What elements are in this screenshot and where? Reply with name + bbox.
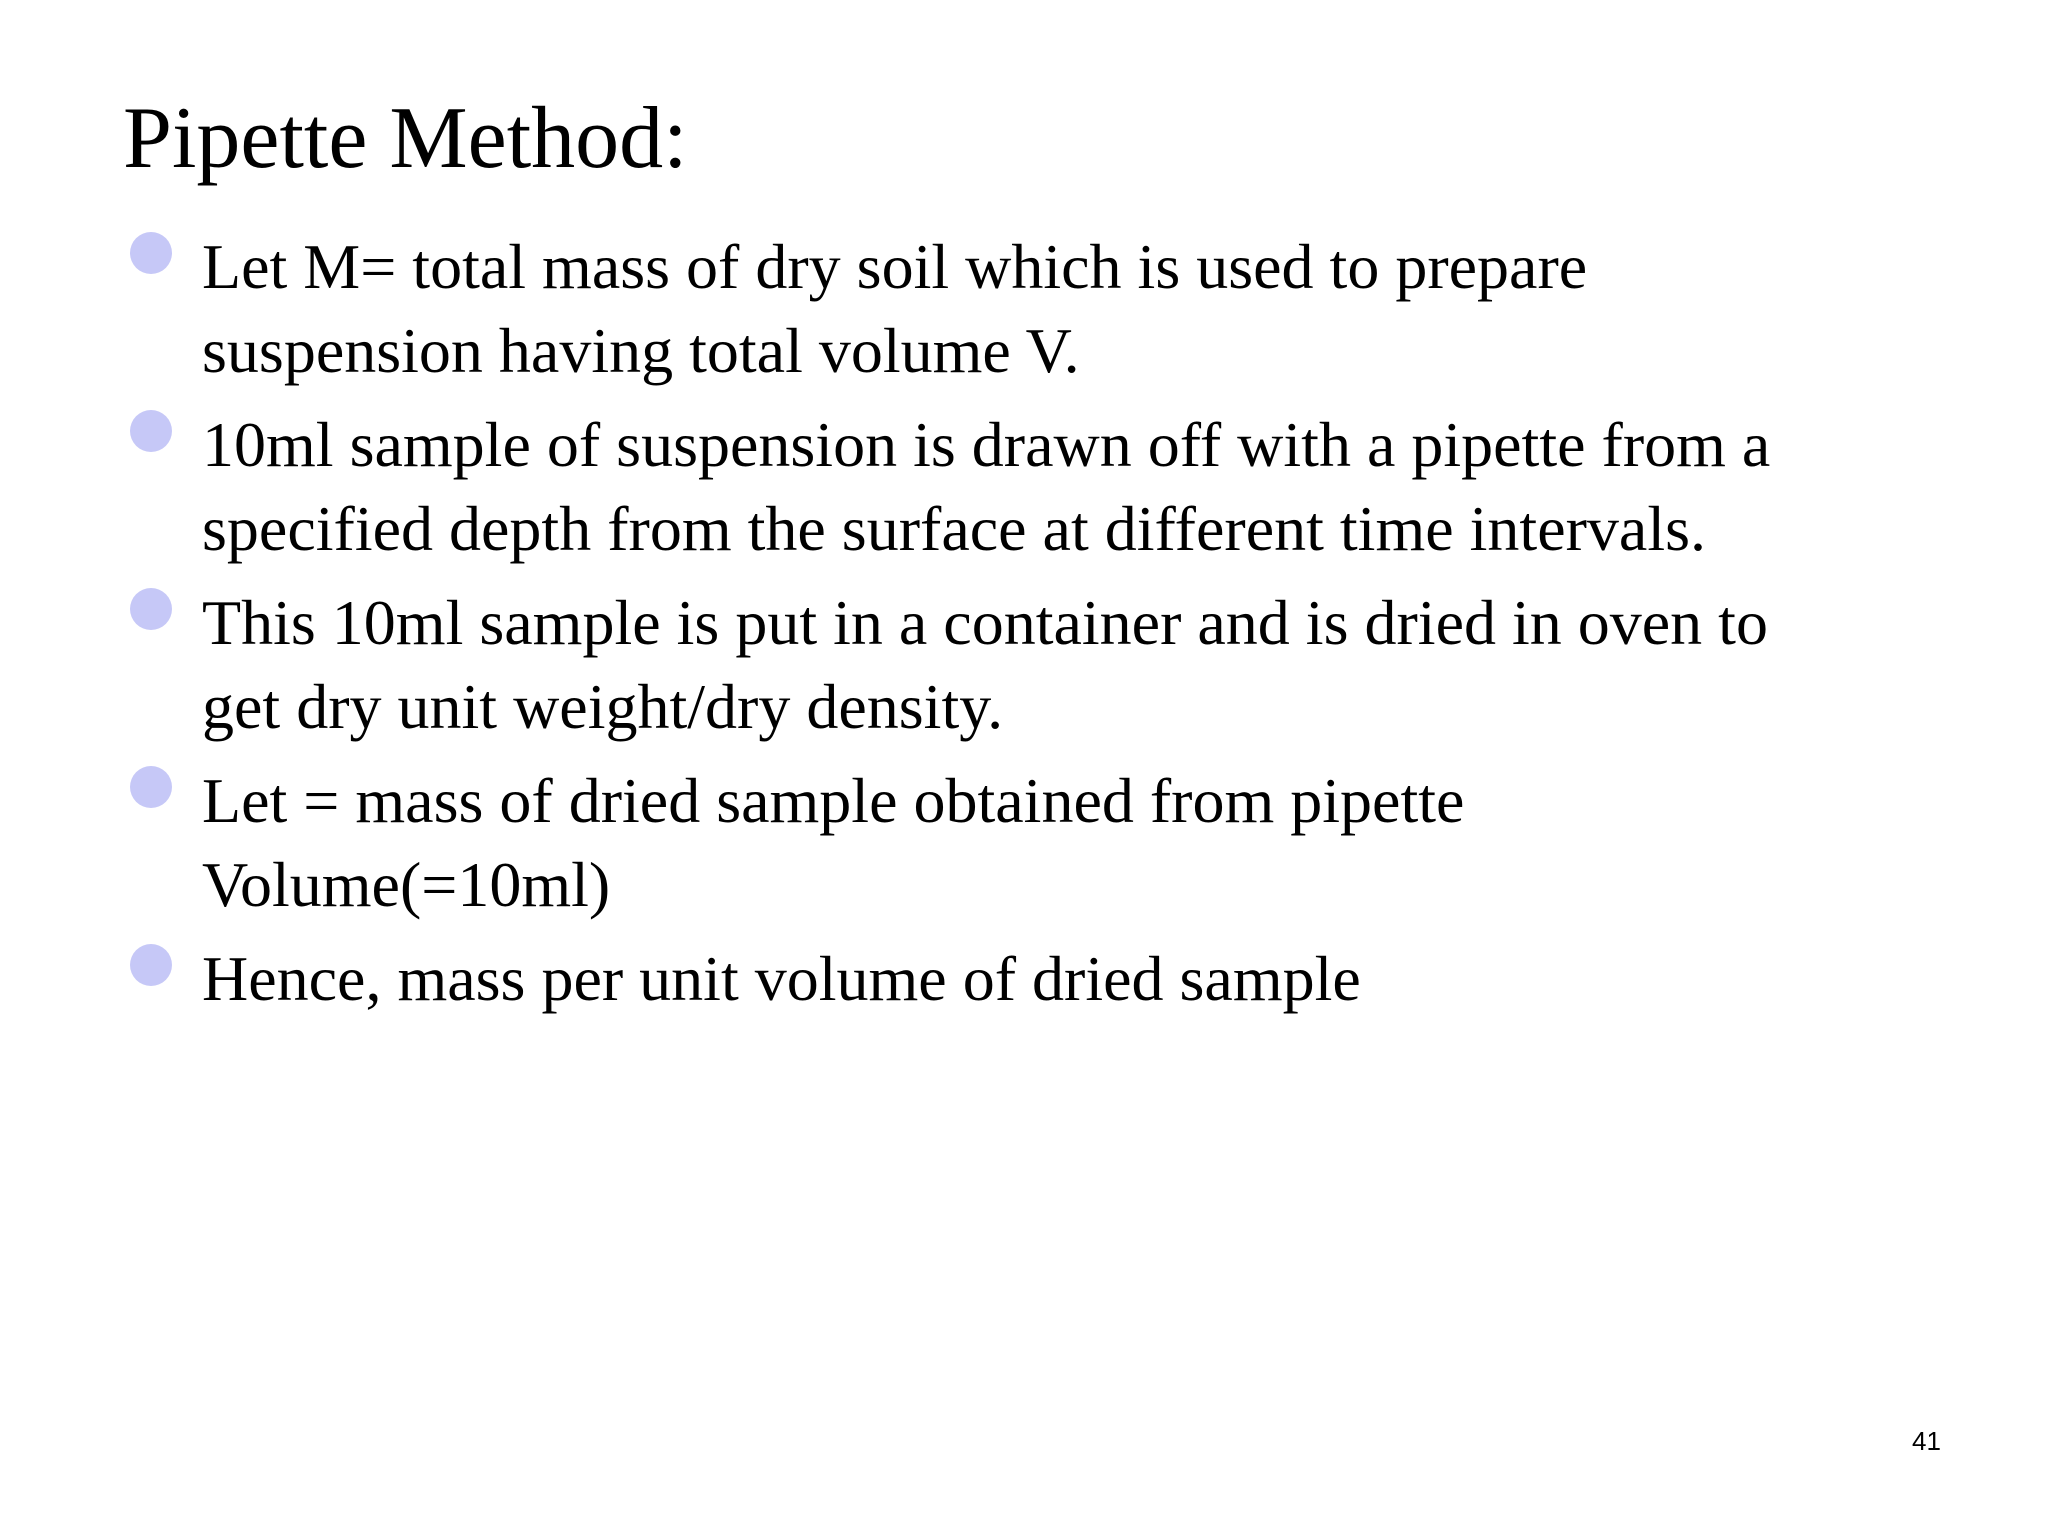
bullet-item — [130, 581, 1930, 749]
bullet-text-line: specified depth from the surface at different time intervals. — [202, 493, 1706, 564]
bullet-text-line: 10ml sample of suspension is drawn off with a pipette from a — [202, 409, 1771, 480]
bullet-text-line: Hence, mass per unit volume of dried sample — [202, 943, 1361, 1014]
bullet-dot-icon — [130, 410, 172, 452]
bullet-text-line: Volume(=10ml) — [202, 849, 611, 920]
page-number: 41 — [1912, 1426, 1941, 1456]
bullet-text-line: Let = mass of dried sample obtained from pipette — [202, 765, 1465, 836]
bullet-item — [130, 403, 1930, 571]
bullet-dot-icon — [130, 232, 172, 274]
slide-title: Pipette Method: — [123, 90, 688, 187]
bullet-item — [130, 937, 1930, 1021]
bullet-text-line: get dry unit weight/dry density. — [202, 671, 1004, 742]
bullet-text-line: This 10ml sample is put in a container and is dried in oven to — [202, 587, 1768, 658]
bullet-item — [130, 225, 1930, 393]
bullet-list — [130, 225, 1930, 1031]
bullet-item — [130, 759, 1930, 927]
bullet-text-line: suspension having total volume V. — [202, 315, 1080, 386]
bullet-text-line: Let M= total mass of dry soil which is used to prepare — [202, 231, 1588, 302]
bullet-dot-icon — [130, 588, 172, 630]
bullet-dot-icon — [130, 944, 172, 986]
bullet-dot-icon — [130, 766, 172, 808]
